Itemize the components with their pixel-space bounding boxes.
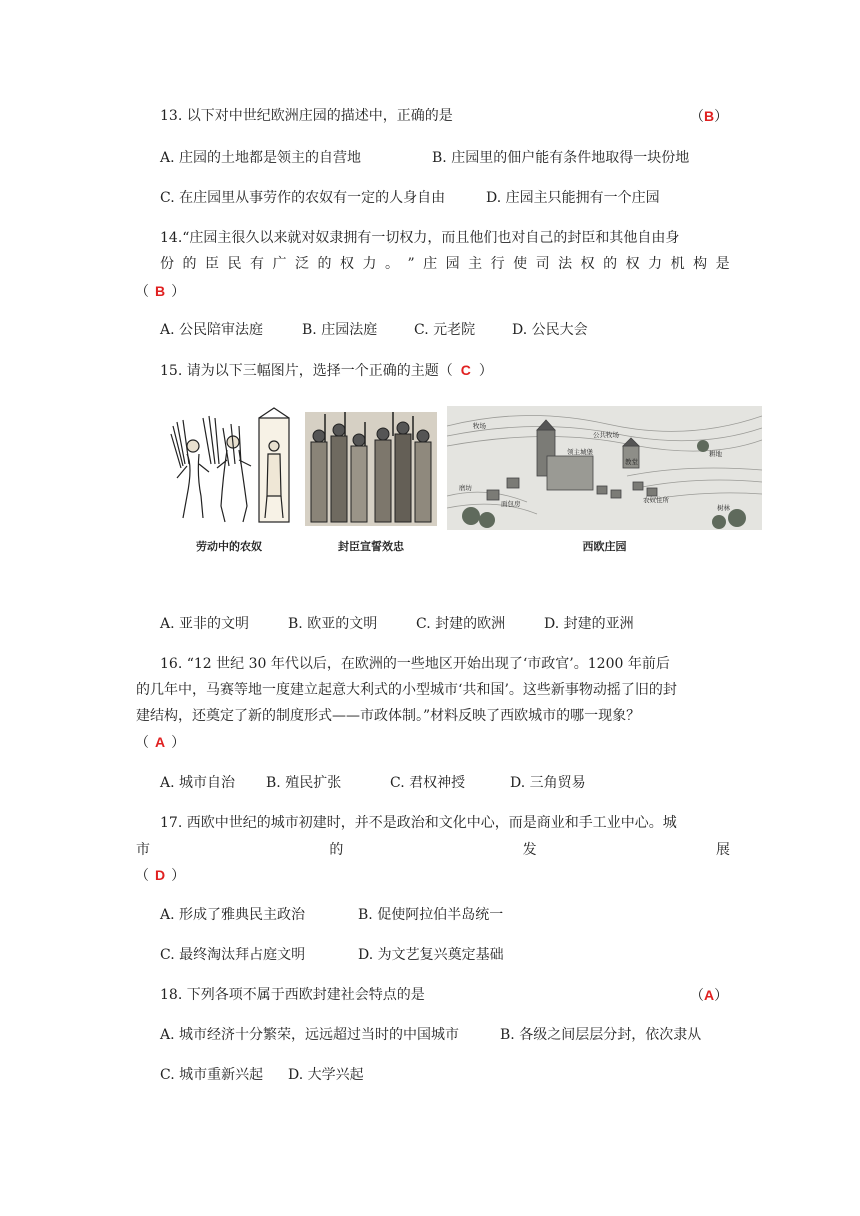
stem-char: 司 <box>535 256 550 272</box>
stem-char: 权 <box>625 256 640 272</box>
stem-char: 力 <box>648 256 663 272</box>
q18-option-c: C. 城市重新兴起 <box>160 1067 264 1083</box>
map-label-common-pasture: 公共牧场 <box>593 431 619 439</box>
caption-serfs: 劳动中的农奴 <box>196 540 262 553</box>
stem-char: 的 <box>603 256 618 272</box>
stem-char: 是 <box>715 256 730 272</box>
q14-option-d: D. 公民大会 <box>512 322 588 338</box>
q15-option-b: B. 欧亚的文明 <box>288 616 378 632</box>
q16-option-c: C. 君权神授 <box>390 775 466 791</box>
q17-options-row2 <box>160 945 504 965</box>
q16-stem-line3: 建结构，还奠定了新的制度形式——市政体制。”材料反映了西欧城市的哪一现象？ <box>136 708 641 724</box>
stem-char: 。 <box>385 256 399 272</box>
map-label-farmland: 耕地 <box>709 450 722 458</box>
q13-options-row1 <box>160 148 689 168</box>
stem-char: 权 <box>580 256 595 272</box>
stem-char: 权 <box>340 256 354 272</box>
q13-answer: B <box>704 108 715 124</box>
stem-char: 有 <box>250 256 264 272</box>
map-label-church: 教堂 <box>625 458 638 466</box>
q14-option-c: C. 元老院 <box>414 322 476 338</box>
q15-option-a: A. 亚非的文明 <box>160 616 250 632</box>
stem-char: 发 <box>522 842 537 858</box>
q16-stem-line2: 的几年中，马赛等地一度建立起意大利式的小型城市‘共和国’。这些新事物动摇了旧的封 <box>136 682 677 698</box>
q18-options-row2 <box>160 1065 364 1085</box>
stem-char: 使 <box>513 256 528 272</box>
q14-answer: B <box>155 283 166 299</box>
q17-stem-line2 <box>136 840 730 860</box>
q16-option-d: D. 三角贸易 <box>510 775 586 791</box>
q15-options <box>160 614 634 634</box>
q17-option-b: B. 促使阿拉伯半岛统一 <box>358 907 504 923</box>
q18-options-row1 <box>160 1025 701 1045</box>
q13-options-row2 <box>160 188 660 208</box>
q14-option-a: A. 公民陪审法庭 <box>160 322 264 338</box>
q14-answer-paren: （ B ） <box>135 283 186 299</box>
stem-char: 展 <box>715 842 730 858</box>
q13-option-c: C. 在庄园里从事劳作的农奴有一定的人身自由 <box>160 190 446 206</box>
stem-char: 市 <box>136 842 150 858</box>
stem-char: 的 <box>317 256 332 272</box>
q15-answer: C <box>460 362 471 378</box>
map-label-woods: 树林 <box>717 504 730 512</box>
stem-char: 园 <box>445 256 460 272</box>
q16-answer: A <box>155 734 166 750</box>
q17-stem-line1: 17. 西欧中世纪的城市初建时，并不是政治和文化中心，而是商业和手工业中心。城 <box>160 815 677 831</box>
q15-option-d: D. 封建的亚洲 <box>544 616 634 632</box>
map-label-serf-houses: 农奴住所 <box>643 496 669 504</box>
q17-options-row1 <box>160 905 503 925</box>
stem-char: 广 <box>272 256 287 272</box>
q13-option-b: B. 庄园里的佃户能有条件地取得一块份地 <box>432 150 690 166</box>
q17-option-a: A. 形成了雅典民主政治 <box>160 907 306 923</box>
map-label-mill: 磨坊 <box>459 484 472 492</box>
q14-stem-line2 <box>160 254 730 274</box>
q18-stem: 18. 下列各项不属于西欧封建社会特点的是 <box>160 987 425 1003</box>
stem-char: 法 <box>558 256 573 272</box>
q14-stem-line1: 14.“庄园主很久以来就对奴隶拥有一切权力，而且他们也对自己的封臣和其他自由身 <box>160 230 680 246</box>
stem-char: 泛 <box>295 256 309 272</box>
q15-option-c: C. 封建的欧洲 <box>416 616 506 632</box>
q13-option-d: D. 庄园主只能拥有一个庄园 <box>486 190 660 206</box>
q14-options <box>160 320 588 340</box>
q13-option-a: A. 庄园的土地都是领主的自营地 <box>160 150 362 166</box>
q18-option-d: D. 大学兴起 <box>288 1067 364 1083</box>
stem-char: 民 <box>227 256 242 272</box>
q18-answer: A <box>704 987 715 1003</box>
q16-answer-paren: （ A ） <box>135 734 186 750</box>
q16-option-a: A. 城市自治 <box>160 775 236 791</box>
map-label-castle: 领主城堡 <box>567 448 593 456</box>
stem-char: 主 <box>468 256 483 272</box>
q14-option-b: B. 庄园法庭 <box>302 322 378 338</box>
q17-answer: D <box>155 867 166 883</box>
stem-char: 构 <box>693 256 708 272</box>
caption-manor: 西欧庄园 <box>582 540 627 553</box>
q13-stem: 13. 以下对中世纪欧洲庄园的描述中，正确的是 <box>160 108 453 124</box>
q17-option-d: D. 为文艺复兴奠定基础 <box>358 947 504 963</box>
q16-stem-line1: 16. “12 世纪 30 年代以后，在欧洲的一些地区开始出现了‘市政官’。1200 年前后 <box>160 656 670 672</box>
q18-answer-paren: （A） <box>690 987 729 1003</box>
stem-char: 机 <box>670 256 685 272</box>
q16-option-b: B. 殖民扩张 <box>266 775 342 791</box>
q17-answer-paren: （ D ） <box>135 867 186 883</box>
q15-stem: 15. 请为以下三幅图片，选择一个正确的主题（ C ） <box>160 362 493 379</box>
manor-map-image <box>447 406 762 530</box>
q13-answer-paren: （B） <box>690 108 729 124</box>
stem-char: 庄 <box>423 256 438 272</box>
vassal-oath-illustration <box>305 412 437 526</box>
stem-char: 份 <box>160 256 174 272</box>
stem-char: ” <box>407 256 415 272</box>
stem-char: 行 <box>490 256 505 272</box>
map-label-bakery: 面包房 <box>501 500 521 508</box>
manor-map-illustration <box>447 406 762 530</box>
vassal-oath-image <box>305 412 437 526</box>
stem-char: 力 <box>362 256 377 272</box>
serfs-working-image <box>163 406 295 526</box>
serfs-illustration <box>163 406 295 526</box>
q18-option-a: A. 城市经济十分繁荣，远远超过当时的中国城市 <box>160 1027 460 1043</box>
caption-vassal: 封臣宣誓效忠 <box>338 540 404 553</box>
stem-char: 的 <box>182 256 197 272</box>
q16-options <box>160 773 586 793</box>
q17-option-c: C. 最终淘汰拜占庭文明 <box>160 947 306 963</box>
stem-char: 臣 <box>205 256 219 272</box>
q18-option-b: B. 各级之间层层分封，依次隶从 <box>500 1027 702 1043</box>
map-label-pasture: 牧场 <box>473 422 486 430</box>
stem-char: 的 <box>329 842 344 858</box>
